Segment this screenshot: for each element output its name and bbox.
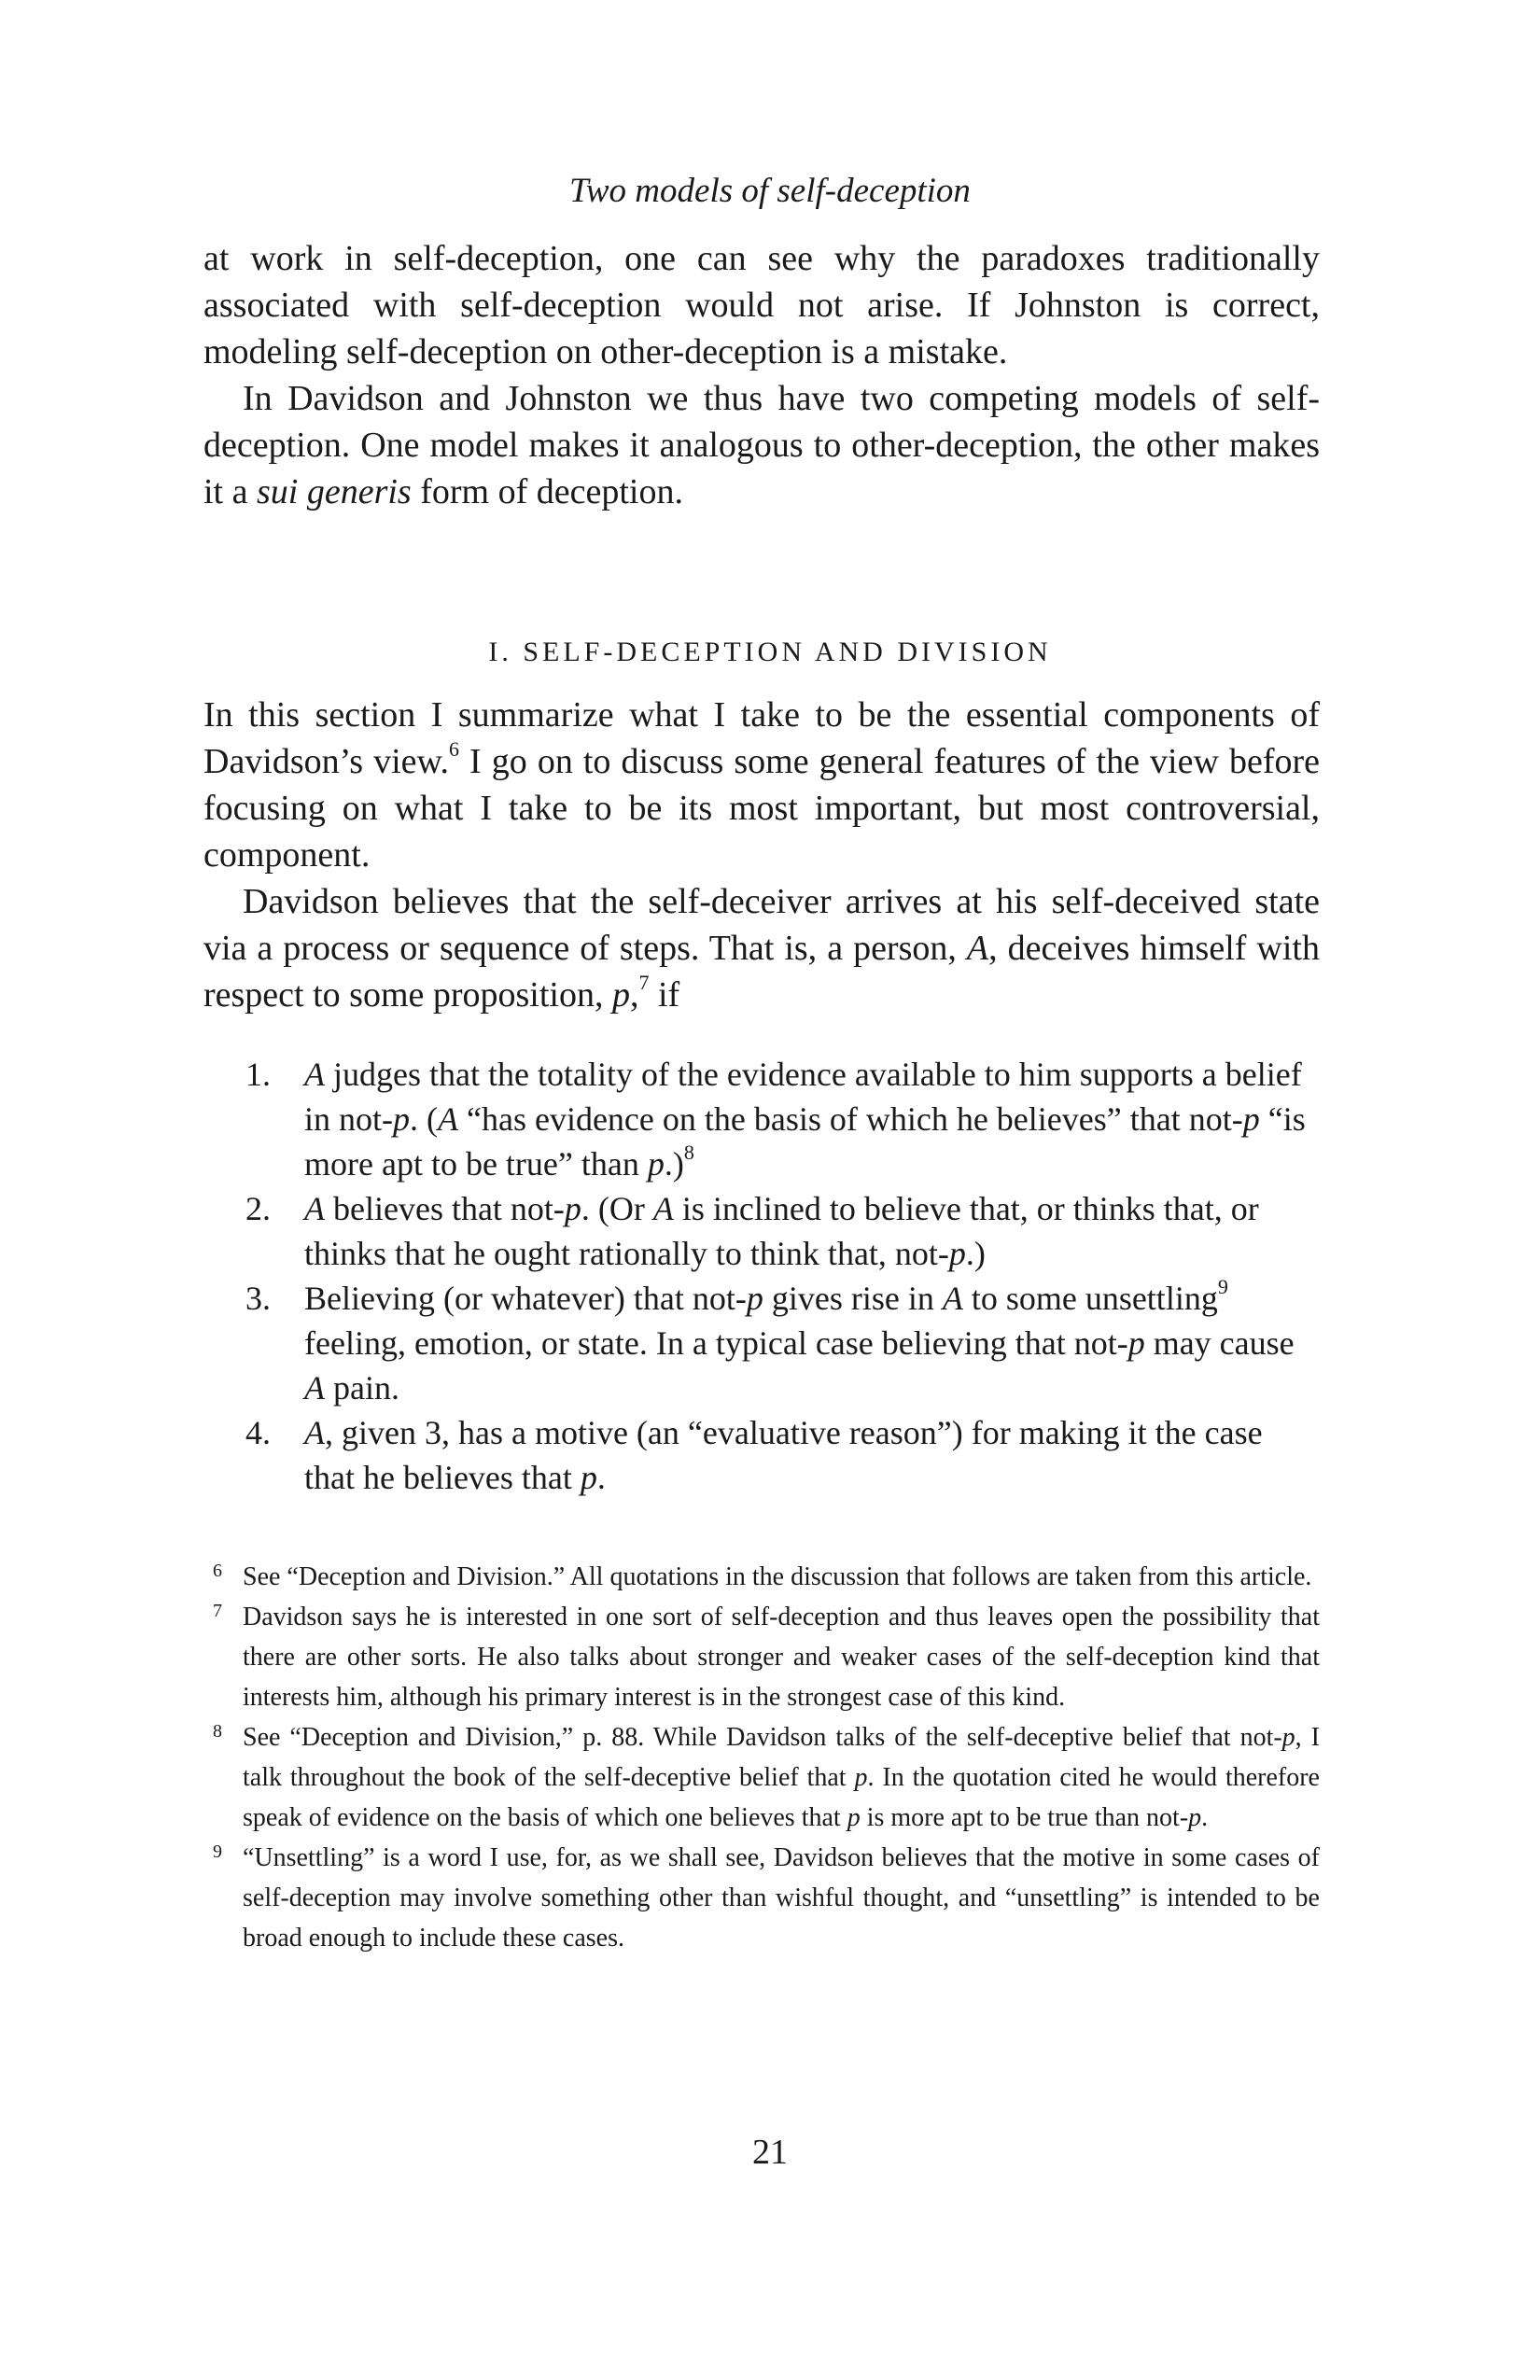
footnote-number: 8	[213, 1721, 222, 1742]
paragraph-text: ,	[629, 975, 639, 1015]
variable-A: A	[304, 1190, 325, 1227]
list-text: . (Or	[581, 1190, 653, 1227]
variable-p: p	[746, 1280, 763, 1317]
section-heading: I. SELF-DECEPTION AND DIVISION	[488, 637, 1052, 667]
variable-p: p	[1281, 1723, 1295, 1752]
paragraph	[203, 375, 1320, 515]
variable-p: p	[580, 1459, 597, 1496]
paragraph-text: Davidson believes that the self-deceiver arrives at his self-deceived state via a process or sequence of steps. That is, a person,	[203, 882, 1320, 968]
footnote-number: 7	[213, 1601, 222, 1621]
running-head: Two models of self-deception	[569, 172, 971, 210]
list-text: gives rise in	[763, 1280, 943, 1317]
footnote-text: See “Deception and Division,” p. 88. While Davidson talks of the self-deceptive belief that not-	[243, 1723, 1282, 1752]
list-number: 3.	[245, 1280, 271, 1317]
variable-p: p	[393, 1100, 410, 1138]
footnote-text: “Unsettling” is a word I use, for, as we shall see, Davidson believes that the motive in some cases of self-deception may involve something other than wishful thought, and “unsettling” is intended to be broad enough to include these cases.	[243, 1843, 1320, 1953]
variable-p: p	[647, 1145, 665, 1183]
list-number: 2.	[245, 1190, 271, 1227]
variable-A: A	[304, 1369, 325, 1407]
footnote	[203, 1838, 1320, 1958]
variable-A: A	[438, 1100, 458, 1138]
list-text: Believing (or whatever) that not-	[304, 1280, 747, 1317]
variable-A: A	[966, 929, 989, 968]
list-text: is inclined to believe that, or thinks that, or thinks that he ought rationally to think that, not-	[304, 1190, 1259, 1272]
paragraph-text: In this section I summarize what I take to be the essential components of Davidson’s view.	[203, 695, 1320, 781]
variable-p: p	[1127, 1324, 1145, 1362]
footnote-text: is more apt to be true than not-	[860, 1803, 1189, 1832]
list-text: .)	[965, 1235, 986, 1272]
footnote-ref[interactable]: 6	[448, 737, 459, 762]
variable-p: p	[847, 1803, 861, 1832]
variable-p: p	[1188, 1803, 1202, 1832]
variable-A: A	[304, 1414, 325, 1451]
section-text	[203, 692, 1320, 1018]
footnote-ref[interactable]: 8	[683, 1141, 694, 1164]
list-item	[245, 1052, 1320, 1186]
emphasis: sui generis	[256, 472, 412, 511]
list-text: . (	[410, 1100, 438, 1138]
variable-p: p	[611, 975, 630, 1015]
footnote-text: . In the quotation cited he would therefore speak of evidence on the basis of which one believes that	[243, 1763, 1320, 1832]
list-text: pain.	[325, 1369, 399, 1407]
footnote	[203, 1557, 1320, 1597]
variable-A: A	[942, 1280, 963, 1317]
variable-p: p	[948, 1235, 966, 1272]
footnotes	[203, 1557, 1320, 1958]
paragraph-text: if	[649, 975, 680, 1015]
paragraph-text: at work in self-deception, one can see why the paradoxes traditionally associated with self-deception would not arise. If Johnston is correct, modeling self-deception on other-deception is a mistake.	[203, 239, 1320, 371]
list-number: 4.	[245, 1414, 271, 1451]
variable-A: A	[652, 1190, 674, 1227]
list-item	[245, 1410, 1320, 1500]
list-text: may cause	[1144, 1324, 1295, 1362]
list-text: judges that the totality of the evidence available to him supports a belief in not-	[304, 1056, 1302, 1138]
paragraph	[203, 235, 1320, 375]
list-text: to some unsettling	[962, 1280, 1218, 1317]
list-text: feeling, emotion, or state. In a typical case believing that not-	[304, 1324, 1128, 1362]
footnote-ref[interactable]: 9	[1217, 1275, 1228, 1298]
footnote	[203, 1717, 1320, 1838]
numbered-list	[245, 1052, 1320, 1500]
paragraph-text: In Davidson and Johnston we thus have two competing models of self-deception. One model makes it analogous to other-deception, the other makes it a	[203, 379, 1320, 511]
footnote-number: 6	[213, 1561, 222, 1581]
intro-text	[203, 235, 1320, 515]
variable-p: p	[1242, 1100, 1260, 1138]
footnote-text: Davidson says he is interested in one sort of self-deception and thus leaves open the possibility that there are other sorts. He also talks about stronger and weaker cases of the self-deception kind that interests him, although his primary interest is in the strongest case of this kind.	[243, 1603, 1320, 1712]
list-item	[245, 1276, 1320, 1410]
list-text: “has evidence on the basis of which he believes” that not-	[458, 1100, 1243, 1138]
footnote-text: , I talk throughout the book of the self-deceptive belief that	[243, 1723, 1320, 1792]
list-text: “is more apt to be true” than	[304, 1100, 1306, 1183]
variable-A: A	[304, 1056, 325, 1093]
paragraph-text: I go on to discuss some general features of the view before focusing on what I take to be its most important, but most controversial, component.	[203, 742, 1320, 875]
list-text: .)	[664, 1145, 684, 1183]
paragraph-text: , deceives himself with respect to some proposition,	[203, 929, 1320, 1015]
list-text: .	[596, 1459, 606, 1496]
paragraph-text: form of deception.	[411, 472, 683, 511]
footnote-text: .	[1201, 1803, 1209, 1832]
footnote-text: See “Deception and Division.” All quotations in the discussion that follows are taken from this article.	[243, 1562, 1312, 1591]
footnote-number: 9	[213, 1841, 222, 1862]
page-number: 21	[752, 2133, 788, 2172]
variable-p: p	[854, 1763, 868, 1792]
footnote	[203, 1597, 1320, 1717]
list-item	[245, 1186, 1320, 1276]
list-text: believes that not-	[325, 1190, 565, 1227]
variable-p: p	[564, 1190, 581, 1227]
paragraph	[203, 692, 1320, 878]
list-text: , given 3, has a motive (an “evaluative reason”) for making it the case that he believes that	[304, 1414, 1263, 1496]
paragraph	[203, 878, 1320, 1018]
footnote-ref[interactable]: 7	[638, 971, 650, 995]
list-number: 1.	[245, 1056, 271, 1093]
